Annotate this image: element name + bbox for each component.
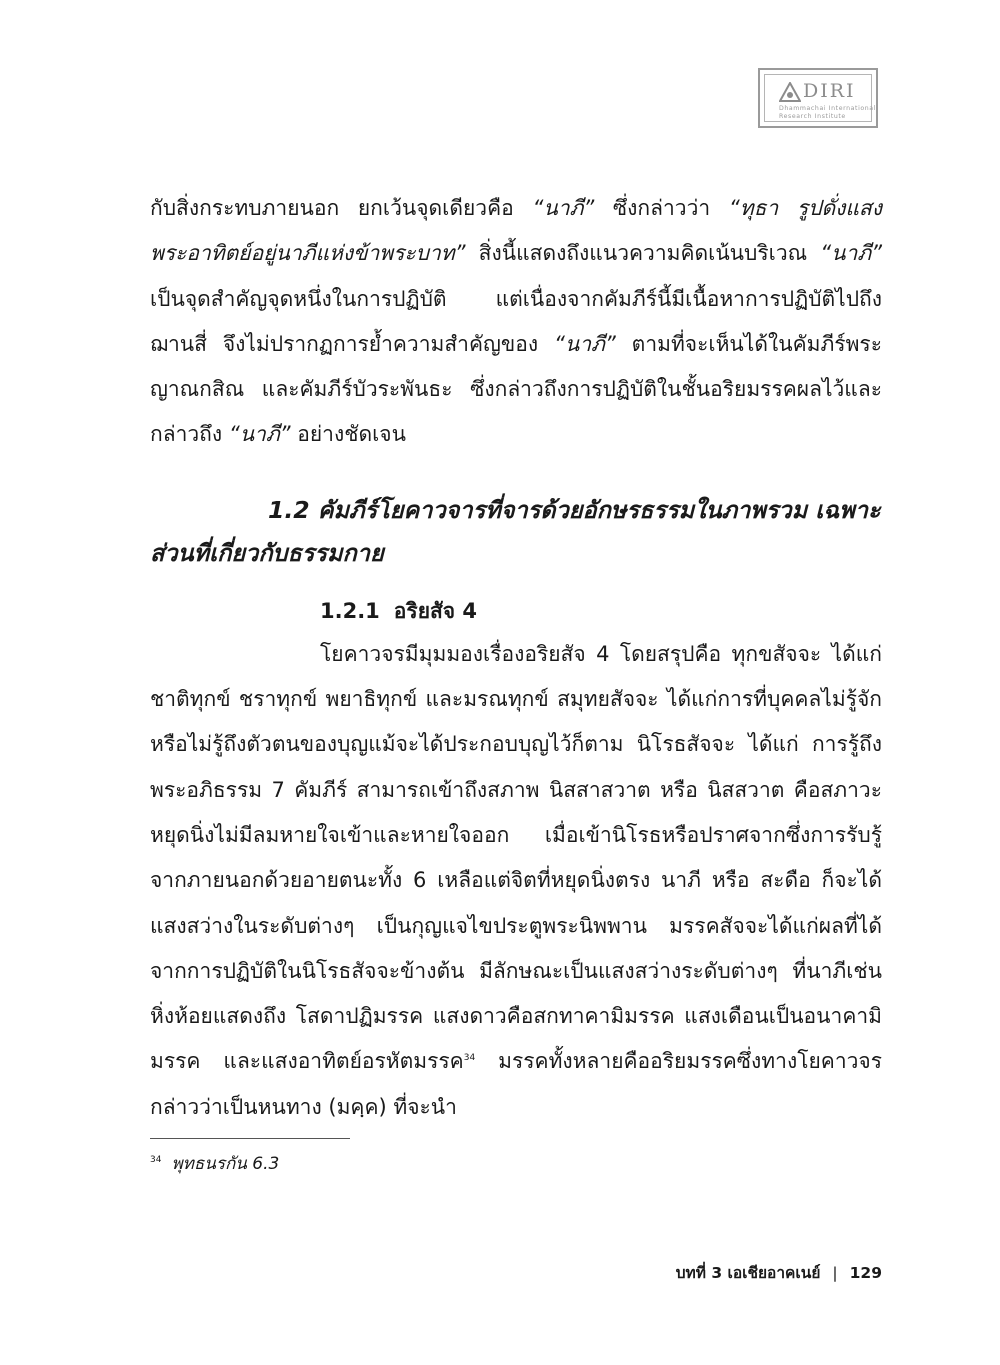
footer-separator: |	[832, 1264, 838, 1282]
quoted-term: “นาภี”	[532, 196, 595, 220]
paragraph-text: กับสิ่งกระทบภายนอก ยกเว้นจุดเดียวคือ	[150, 196, 533, 220]
page-footer	[676, 1262, 882, 1284]
quoted-term: “นาภี”	[228, 422, 291, 447]
paragraph-continuation	[150, 186, 882, 458]
diri-logo	[758, 68, 878, 128]
subsection-title: อริยสัจ 4	[393, 598, 478, 623]
section-heading-1-2: 1.2 คัมภีร์โยคาวจารที่จารด้วยอักษรธรรมในภาพรวม เฉพาะส่วนที่เกี่ยวกับธรรมกาย	[150, 495, 881, 567]
paragraph-text: เป็นจุดสำคัญจุดหนึ่งในการปฏิบัติ แต่เนื่องจากคัมภีร์นี้มีเนื้อหาการปฏิบัติไปถึงฌานสี่ จึงไม่ปรากฏการย้ำความสำคัญของ	[150, 286, 882, 356]
quoted-term: “นาภี”	[820, 241, 882, 266]
subsection-number: 1.2.1	[320, 598, 380, 623]
paragraph-four-noble-truths	[150, 632, 882, 1130]
footnote-number: 34	[150, 1155, 162, 1166]
footnote	[150, 1152, 279, 1176]
diri-emblem-icon	[779, 82, 801, 102]
quoted-term: “นาภี”	[554, 331, 616, 356]
logo-frame	[764, 74, 877, 122]
footnote-ref[interactable]: 34	[463, 1053, 476, 1064]
subsection-heading-1-2-1	[150, 590, 882, 632]
paragraph-text: ซึ่งกล่าวว่า	[594, 196, 729, 220]
paragraph-text: โยคาวจรมีมุมมองเรื่องอริยสัจ 4 โดยสรุปคือ ทุกขสัจจะ ได้แก่ ชาติทุกข์ ชราทุกข์ พยาธิทุกข์ และมรณทุกข์ สมุทยสัจจะ ได้แก่การที่บุคคลไม่รู้จักหรือไม่รู้ถึงตัวตนของบุญแม้จะได้ประกอบบุญไว้ก็ตาม นิโรธสัจจะ ได้แก่ การรู้ถึงพระอภิธรรม 7 คัมภีร์ สามารถเข้าถึงสภาพ นิสสาสวาต หรือ นิสสวาต คือสภาวะหยุดนิ่งไม่มีลมหายใจเข้าและหายใจออก เมื่อเข้านิโรธหรือปราศจากซึ่งการรับรู้จากภายนอกด้วยอายตนะทั้ง 6 เหลือแต่จิตที่หยุดนิ่งตรง นาภี หรือ สะดือ ก็จะได้แสงสว่างในระดับต่างๆ เป็นกุญแจไขประตูพระนิพพาน มรรคสัจจะได้แก่ผลที่ได้จากการปฏิบัติในนิโรธสัจจะข้างต้น มีลักษณะเป็นแสงสว่างระดับต่างๆ ที่นาภีเช่น หิ่งห้อยแสดงถึง โสดาปฏิมรรค แสงดาวคือสกทาคามิมรรค แสงเดือนเป็นอนาคามิมรรค และแสงอาทิตย์อรหัตมรรค	[150, 641, 882, 1074]
logo-subtitle-line2: Research Institute	[779, 113, 846, 120]
page-number: 129	[849, 1264, 882, 1282]
page-body	[150, 186, 882, 1130]
footnote-text: พุทธนรกัน 6.3	[171, 1154, 280, 1174]
quoted-passage: “ทุธา รูปดั่งแสง พระอาทิตย์อยู่นาภีแห่งข้าพระบาท”	[150, 196, 882, 266]
chapter-title: บทที่ 3 เอเชียอาคเนย์	[675, 1264, 821, 1282]
paragraph-text: มรรคทั้งหลายคืออริยมรรคซึ่งทางโยคาวจรกล่าวว่าเป็นหนทาง (มคฺค) ที่จะนำ	[150, 1049, 882, 1119]
paragraph-text: สิ่งนี้แสดงถึงแนวความคิดเน้นบริเวณ	[465, 241, 821, 266]
logo-subtitle	[779, 105, 875, 121]
logo-name: DIRI	[803, 80, 856, 102]
paragraph-text: อย่างชัดเจน	[290, 422, 406, 447]
paragraph-text: ตามที่จะเห็นได้ในคัมภีร์พระญาณกสิณ และคัมภีร์บัวระพันธะ ซึ่งกล่าวถึงการปฏิบัติในชั้นอริยมรรคผลไว้และกล่าวถึง	[150, 331, 882, 447]
logo-subtitle-line1: Dhammachai International	[779, 105, 877, 112]
footnote-divider	[150, 1138, 350, 1139]
